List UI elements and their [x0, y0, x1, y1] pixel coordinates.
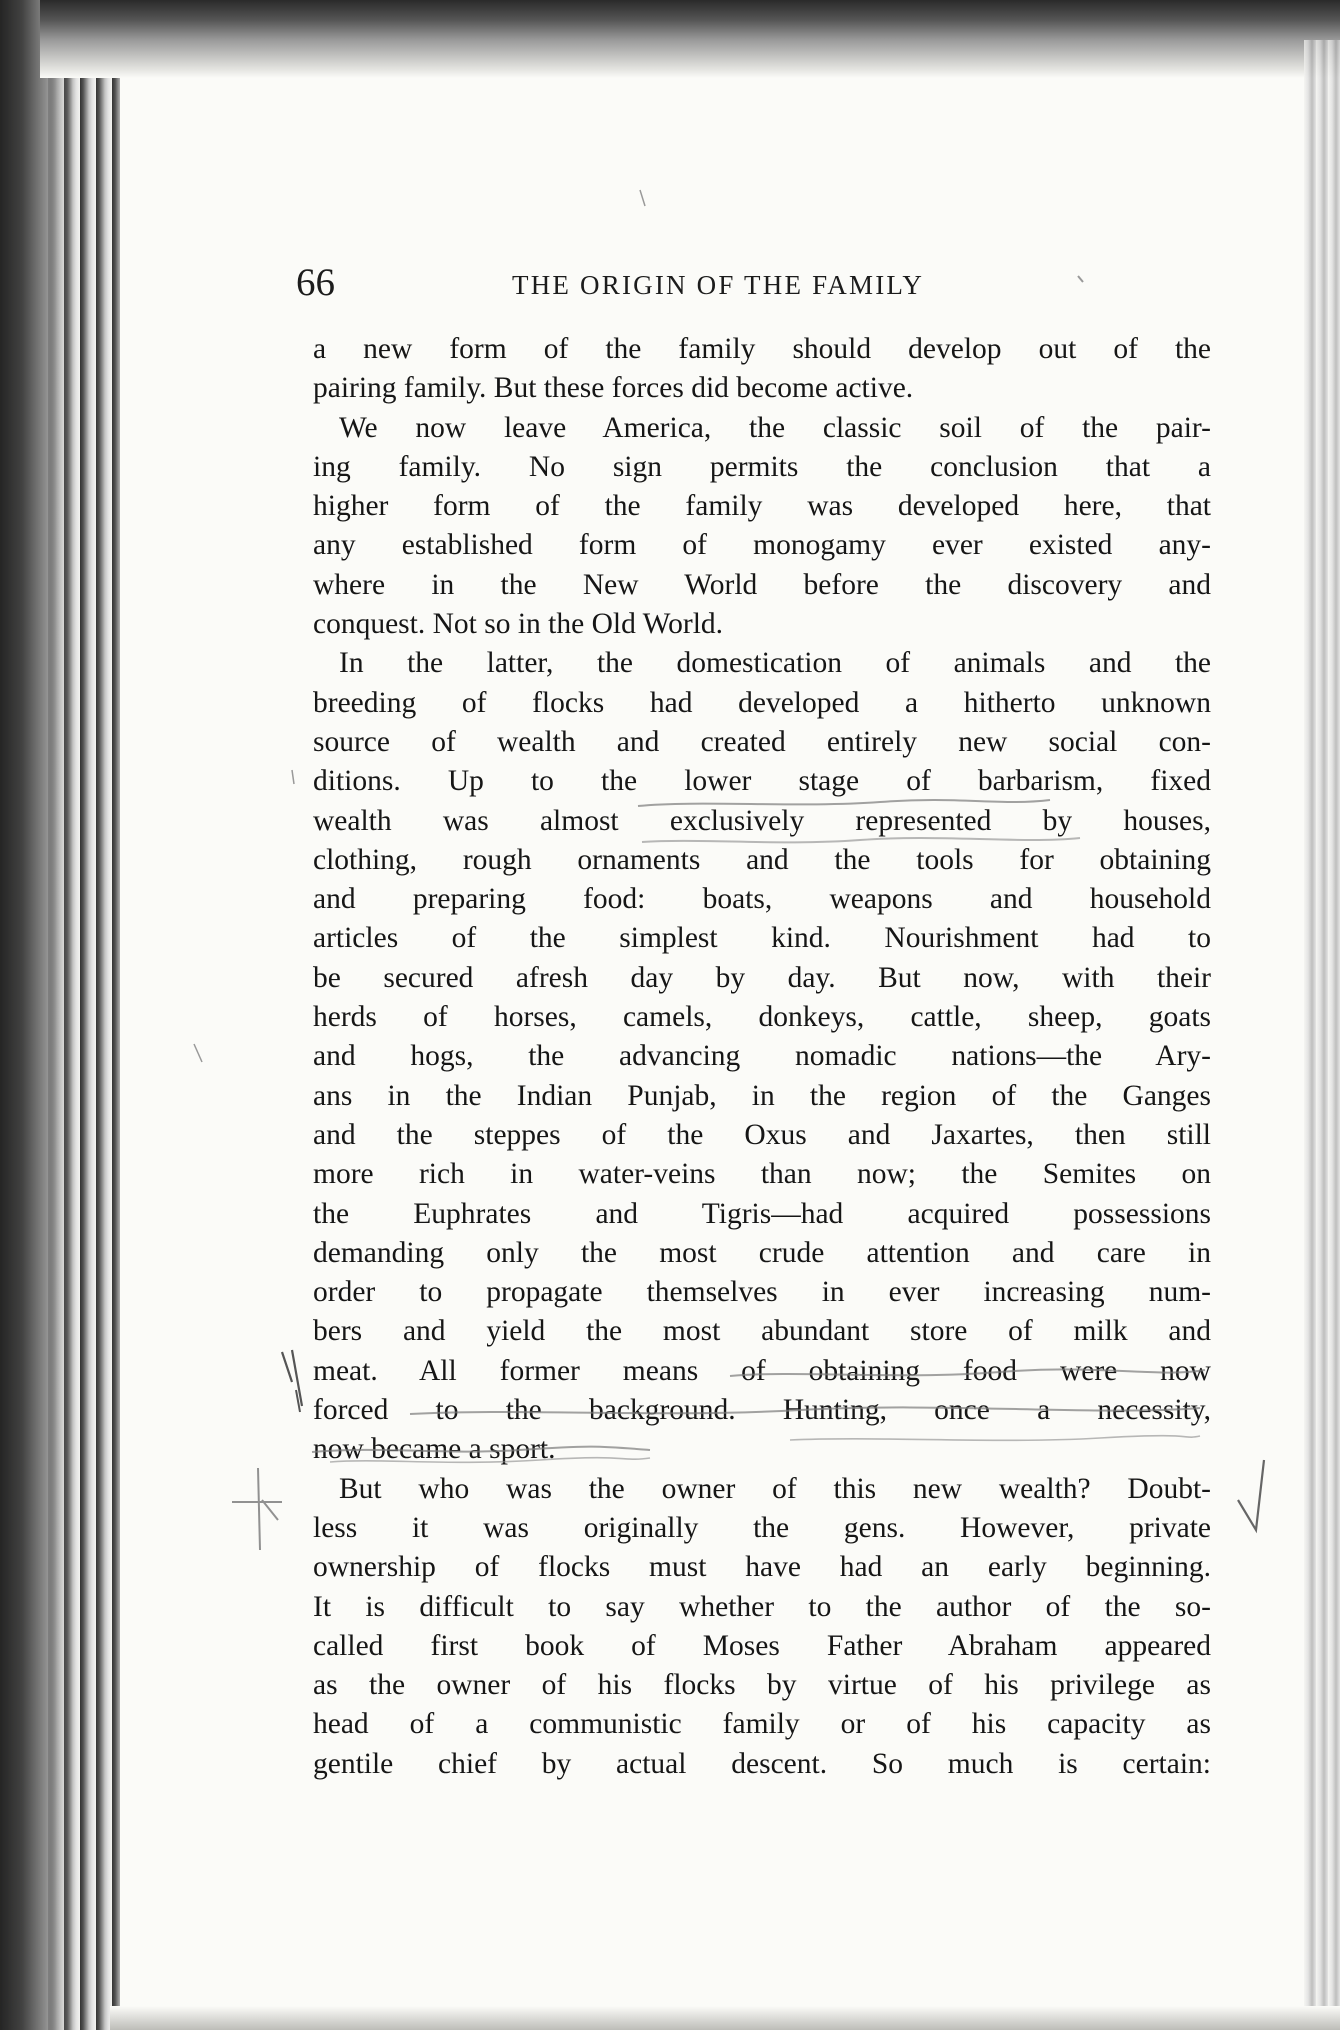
text-line: demanding only the most crude attention and care in [313, 1236, 1211, 1269]
page-top-edge [40, 0, 1340, 78]
page-number: 66 [296, 261, 335, 304]
text-line: meat. All former means of obtaining food were now [313, 1354, 1211, 1387]
page-header [296, 258, 1246, 308]
text-line: more rich in water-veins than now; the Semites on [313, 1158, 1211, 1191]
pencil-margin-mark [282, 1350, 302, 1406]
text-line: the Euphrates and Tigris—had acquired possessions [313, 1197, 1211, 1230]
body-text [313, 330, 1211, 1784]
text-line: any established form of monogamy ever existed any- [313, 529, 1211, 562]
text-line: less it was originally the gens. However, private [313, 1511, 1211, 1544]
book-binding-edge [0, 0, 120, 2030]
text-line: gentile chief by actual descent. So much is certain: [313, 1747, 1211, 1780]
text-line: ans in the Indian Punjab, in the region of the Ganges [313, 1079, 1211, 1112]
text-line: We now leave America, the classic soil of the pair- [339, 411, 1211, 444]
pencil-stray-mark [194, 1044, 202, 1062]
text-line: and preparing food: boats, weapons and household [313, 883, 1211, 916]
text-line: But who was the owner of this new wealth? Doubt- [339, 1472, 1211, 1505]
pencil-stray-mark [292, 770, 294, 784]
text-line: articles of the simplest kind. Nourishment had to [313, 922, 1211, 955]
text-line: now became a sport. [313, 1433, 556, 1466]
pencil-cross-mark [232, 1468, 282, 1550]
text-line: a new form of the family should develop out of the [313, 333, 1211, 365]
text-line: wealth was almost exclusively represented by houses, [313, 804, 1211, 837]
pencil-margin-mark [296, 1390, 300, 1412]
text-line: clothing, rough ornaments and the tools for obtaining [313, 843, 1211, 876]
text-line: bers and yield the most abundant store of milk and [313, 1315, 1211, 1348]
text-line: and hogs, the advancing nomadic nations—the Ary- [313, 1040, 1211, 1073]
text-line: head of a communistic family or of his capacity as [313, 1708, 1211, 1741]
running-head: THE ORIGIN OF THE FAMILY [512, 270, 925, 300]
page-bottom-edge [110, 2006, 1340, 2030]
pencil-check-mark [1238, 1460, 1264, 1530]
text-line: pairing family. But these forces did become active. [313, 372, 914, 405]
text-line: as the owner of his flocks by virtue of his privilege as [313, 1669, 1211, 1702]
text-line: breeding of flocks had developed a hitherto unknown [313, 686, 1211, 719]
text-line: be secured afresh day by day. But now, with their [313, 961, 1211, 994]
text-line: forced to the background. Hunting, once a necessity, [313, 1394, 1211, 1427]
text-line: higher form of the family was developed here, that [313, 490, 1211, 523]
text-line: where in the New World before the discovery and [313, 568, 1211, 601]
text-line: and the steppes of the Oxus and Jaxartes, then still [313, 1118, 1211, 1151]
text-line: It is difficult to say whether to the author of the so- [313, 1590, 1211, 1623]
page-right-edge [1304, 40, 1340, 2030]
pencil-stray-mark [640, 190, 645, 206]
text-line: ing family. No sign permits the conclusion that a [313, 450, 1211, 483]
text-line: In the latter, the domestication of animals and the [339, 647, 1211, 680]
text-line: ditions. Up to the lower stage of barbarism, fixed [313, 765, 1211, 798]
text-line: ownership of flocks must have had an early beginning. [313, 1551, 1211, 1584]
text-line: conquest. Not so in the Old World. [313, 608, 724, 641]
text-line: herds of horses, camels, donkeys, cattle, sheep, goats [313, 1001, 1211, 1034]
text-line: source of wealth and created entirely new social con- [313, 725, 1211, 758]
text-line: order to propagate themselves in ever increasing num- [313, 1276, 1211, 1309]
text-line: called first book of Moses Father Abraham appeared [313, 1629, 1211, 1662]
